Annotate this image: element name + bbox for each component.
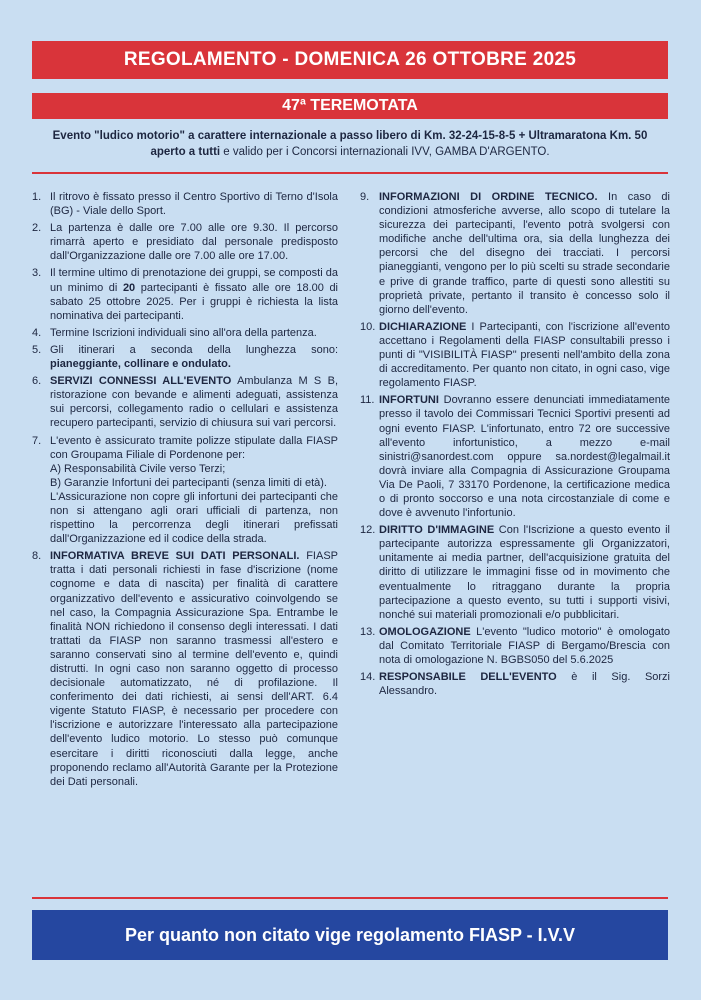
rule-item-5: 5. Gli itinerari a seconda della lunghezza sono: pianeggiante, collinare e ondulato. (32, 343, 338, 371)
event-name: 47ª TEREMOTATA (282, 97, 418, 114)
rule-item-2: 2. La partenza è dalle ore 7.00 alle ore 9.30. Il percorso rimarrà aperto e presidiato dal personale predisposto dall'Organizzazione dalle ore 7.00 alle ore 17.00. (32, 222, 338, 263)
intro-open-to-all: aperto a tutti (150, 146, 221, 158)
rule-item-6: 6. SERVIZI CONNESSI ALL'EVENTO Ambulanza M S B, ristorazione con bevande e alimenti adeguati, assistenza sui percorsi, collegamento radio o cellulari e assistenza recupero partecipanti, servizio di chiusura sui vari percorsi. (32, 375, 339, 430)
rule-item-7: 7. L'evento è assicurato tramite polizze stipulate dalla FIASP con Groupama Filiale di Pordenone per: A) Responsabilità Civile verso Terzi; B) Garanzie Infortuni dei partecipanti (senza limiti di età). L'Assicurazione non copre gli infortuni dei partecipanti che non si attengano agli orari ufficiali di partenza, non rispettino la percorrenza degli itinerari prefissati dall'Organizzazione ed il codice della strada. (32, 434, 338, 546)
rule-item-9: 9. INFORMAZIONI DI ORDINE TECNICO. In caso di condizioni atmosferiche avverse, allo scopo di tutelare la sicurezza dei partecipanti, l'evento potrà svolgersi con modifiche anche dell'ultima ora, sia della lunghezza dei percorsi che del disegno dei tracciati. I percorsi pianeggianti, vengono per lo più scelti su strade secondarie e prive di grande traffico, parte di questi sono allestiti su proprietà private, pertanto il transito è concesso solo il giorno dell'evento. (360, 191, 670, 316)
rules-right-column (360, 190, 670, 701)
rule-item-3: 3. Il termine ultimo di prenotazione dei gruppi, se composti da un minimo di 20 partecipanti è fissato alle ore 18.00 di sabato 25 ottobre 2025. Per i gruppi è richiesta la lista nominativa dei partecipanti. (32, 267, 339, 322)
rule-item-10: 10. DICHIARAZIONE I Partecipanti, con l'iscrizione all'evento accettano i Regolamenti della FIASP consultabili presso i punti di "VISIBILITÀ FIASP" presenti nell'ambito della zona di accreditamento. Per quanto non citato, in ogni caso, vige regolamento FIASP. (360, 320, 670, 390)
intro-line1: Evento "ludico motorio" a carattere internazionale a passo libero di Km. 32-24-15-8-5 + Ultramaratona Km. 50 (52, 130, 648, 142)
footer-text: Per quanto non citato vige regolamento FIASP - I.V.V (124, 924, 576, 945)
rule-item-13: 13. OMOLOGAZIONE L'evento "ludico motorio" è omologato dal Comitato Territoriale FIASP di Bergamo/Brescia con nota di omologazione N. BGBS050 del 5.6.2025 (360, 625, 670, 666)
footer-banner (32, 910, 668, 960)
intro-line2: e valido per i Concorsi internazionali IVV, GAMBA D'ARGENTO. (220, 146, 550, 158)
rule-item-12: 12. DIRITTO D'IMMAGINE Con l'Iscrizione a questo evento il partecipante autorizza espressamente gli Organizzatori, unitamente ai media partner, dell'acquisizione gratuita del diritto di utilizzare le immagini fisse od in movimento che eventualmente lo ritraggano durante la propria partecipazione a questo evento, su tutti i supporti visivi, nonché sui materiali promozionali e/o pubblicitari. (360, 524, 670, 621)
rule-item-11: 11. INFORTUNI Dovranno essere denunciati immediatamente presso il tavolo dei Commissari Tecnici Sportivi presenti ad ogni evento FIASP. L'infortunato, entro 72 ore successive all'evento infortunistico, a mezzo e-mail sinistri@sanordest.com oppure sa.nordest@legalmail.it dovrà inviare alla Compagnia di Assicurazione Groupama Via De Paoli, 7 33170 Pordenone, la certificazione medica o di pronto soccorso e una nota circostanziale di come e dove è avvenuto l'infortunio. (360, 394, 670, 520)
rule-item-1: 1. Il ritrovo è fissato presso il Centro Sportivo di Terno d'Isola (BG) - Viale dello Sport. (32, 191, 338, 218)
intro-text (32, 128, 668, 160)
rules-left-column (32, 190, 338, 792)
page-title: REGOLAMENTO - DOMENICA 26 OTTOBRE 2025 (123, 49, 577, 70)
divider-top (32, 172, 668, 174)
rule-item-8: 8. INFORMATIVA BREVE SUI DATI PERSONALI. FIASP tratta i dati personali richiesti in fase d'iscrizione (nome cognome e data di nascita) per finalità di carattere organizzativo dell'evento e assicurativo coinvolgendo se nel caso, la Compagnia Assicurazione Spa. Entrambe le finalità NON richiedono il consenso degli interessati. I dati trattati da FIASP non saranno trasmessi all'estero e saranno conservati sino al termine dell'evento e, quindi distrutti. In ogni caso non saranno oggetto di processo decisionale automatizzato, né di profilazione. Il conferimento dei dati richiesti, ai sensi dell'ART. 6.4 vigente Statuto FIASP, è necessario per procedere con l'iscrizione e autorizzare l'interessato alla partecipazione dell'evento ludico motorio. Lo stesso può comunque esercitare i diritti riconosciuti dalla legge, anche proponendo reclamo all'Autorità Garante per la Protezione dei Dati personali. (32, 550, 338, 788)
title-banner (32, 41, 668, 79)
rule-item-4: 4. Termine Iscrizioni individuali sino all'ora della partenza. (32, 326, 317, 339)
rule-item-14: 14. RESPONSABILE DELL'EVENTO è il Sig. Sorzi Alessandro. (360, 671, 671, 698)
subtitle-banner (32, 93, 668, 119)
divider-bottom (32, 897, 668, 899)
